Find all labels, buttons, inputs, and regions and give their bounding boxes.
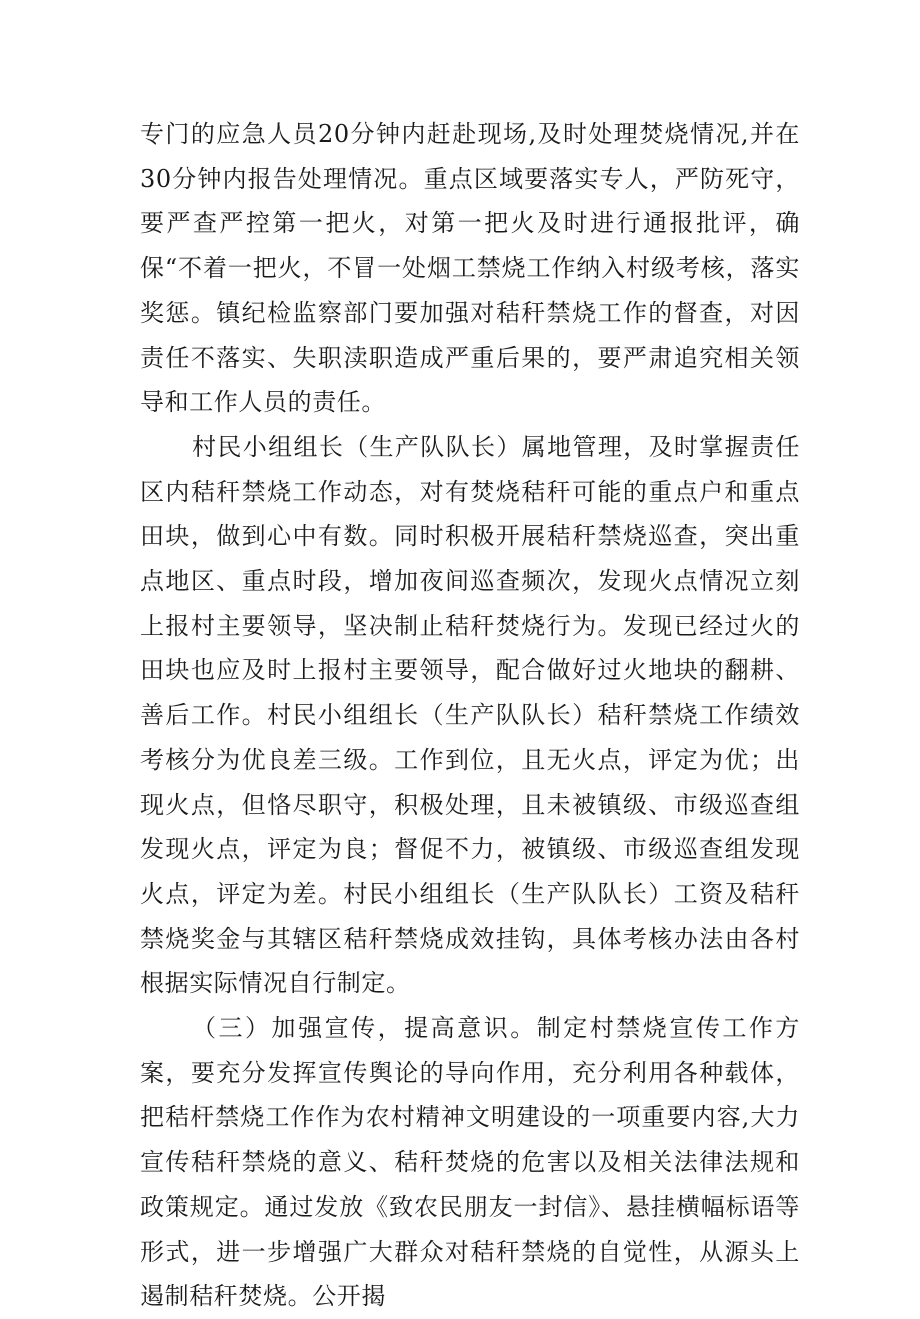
paragraph-continuation: 专门的应急人员20分钟内赶赴现场,及时处理焚烧情况,并在30分钟内报告处理情况。重点区域要落实专人，严防死守，要严查严控第一把火，对第一把火及时进行通报批评，确保“不着一把火，不冒一处烟工禁烧工作纳入村级考核，落实奖惩。镇纪检监察部门要加强对秸秆禁烧工作的督查，对因责任不落实、失职渎职造成严重后果的，要严肃追究相关领导和工作人员的责任。 [140,120,800,417]
paragraph-village-group-leader: 村民小组组长（生产队队长）属地管理，及时掌握责任区内秸秆禁烧工作动态，对有焚烧秸秆可能的重点户和重点田块，做到心中有数。同时积极开展秸秆禁烧巡查，突出重点地区、重点时段，增加夜间巡查频次，发现火点情况立刻上报村主要领导，坚决制止秸秆焚烧行为。发现已经过火的田块也应及时上报村主要领导，配合做好过火地块的翻耕、善后工作。村民小组组长（生产队队长）秸秆禁烧工作绩效考核分为优良差三级。工作到位，且无火点，评定为优；出现火点，但恪尽职守，积极处理，且未被镇级、市级巡查组发现火点，评定为良；督促不力，被镇级、市级巡查组发现火点，评定为差。村民小组组长（生产队队长）工资及秸秆禁烧奖金与其辖区秸秆禁烧成效挂钩，具体考核办法由各村根据实际情况自行制定。 [140,432,800,998]
document-body [140,112,800,1319]
paragraph-publicity: （三）加强宣传，提高意识。制定村禁烧宣传工作方案，要充分发挥宣传舆论的导向作用，充分利用各种载体，把秸杆禁烧工作作为农村精神文明建设的一项重要内容,大力宣传秸秆禁烧的意义、秸秆焚烧的危害以及相关法律法规和政策规定。通过发放《致农民朋友一封信》、悬挂横幅标语等形式，进一步增强广大群众对秸秆禁烧的自觉性，从源头上遏制秸秆焚烧。公开揭 [140,1014,800,1311]
